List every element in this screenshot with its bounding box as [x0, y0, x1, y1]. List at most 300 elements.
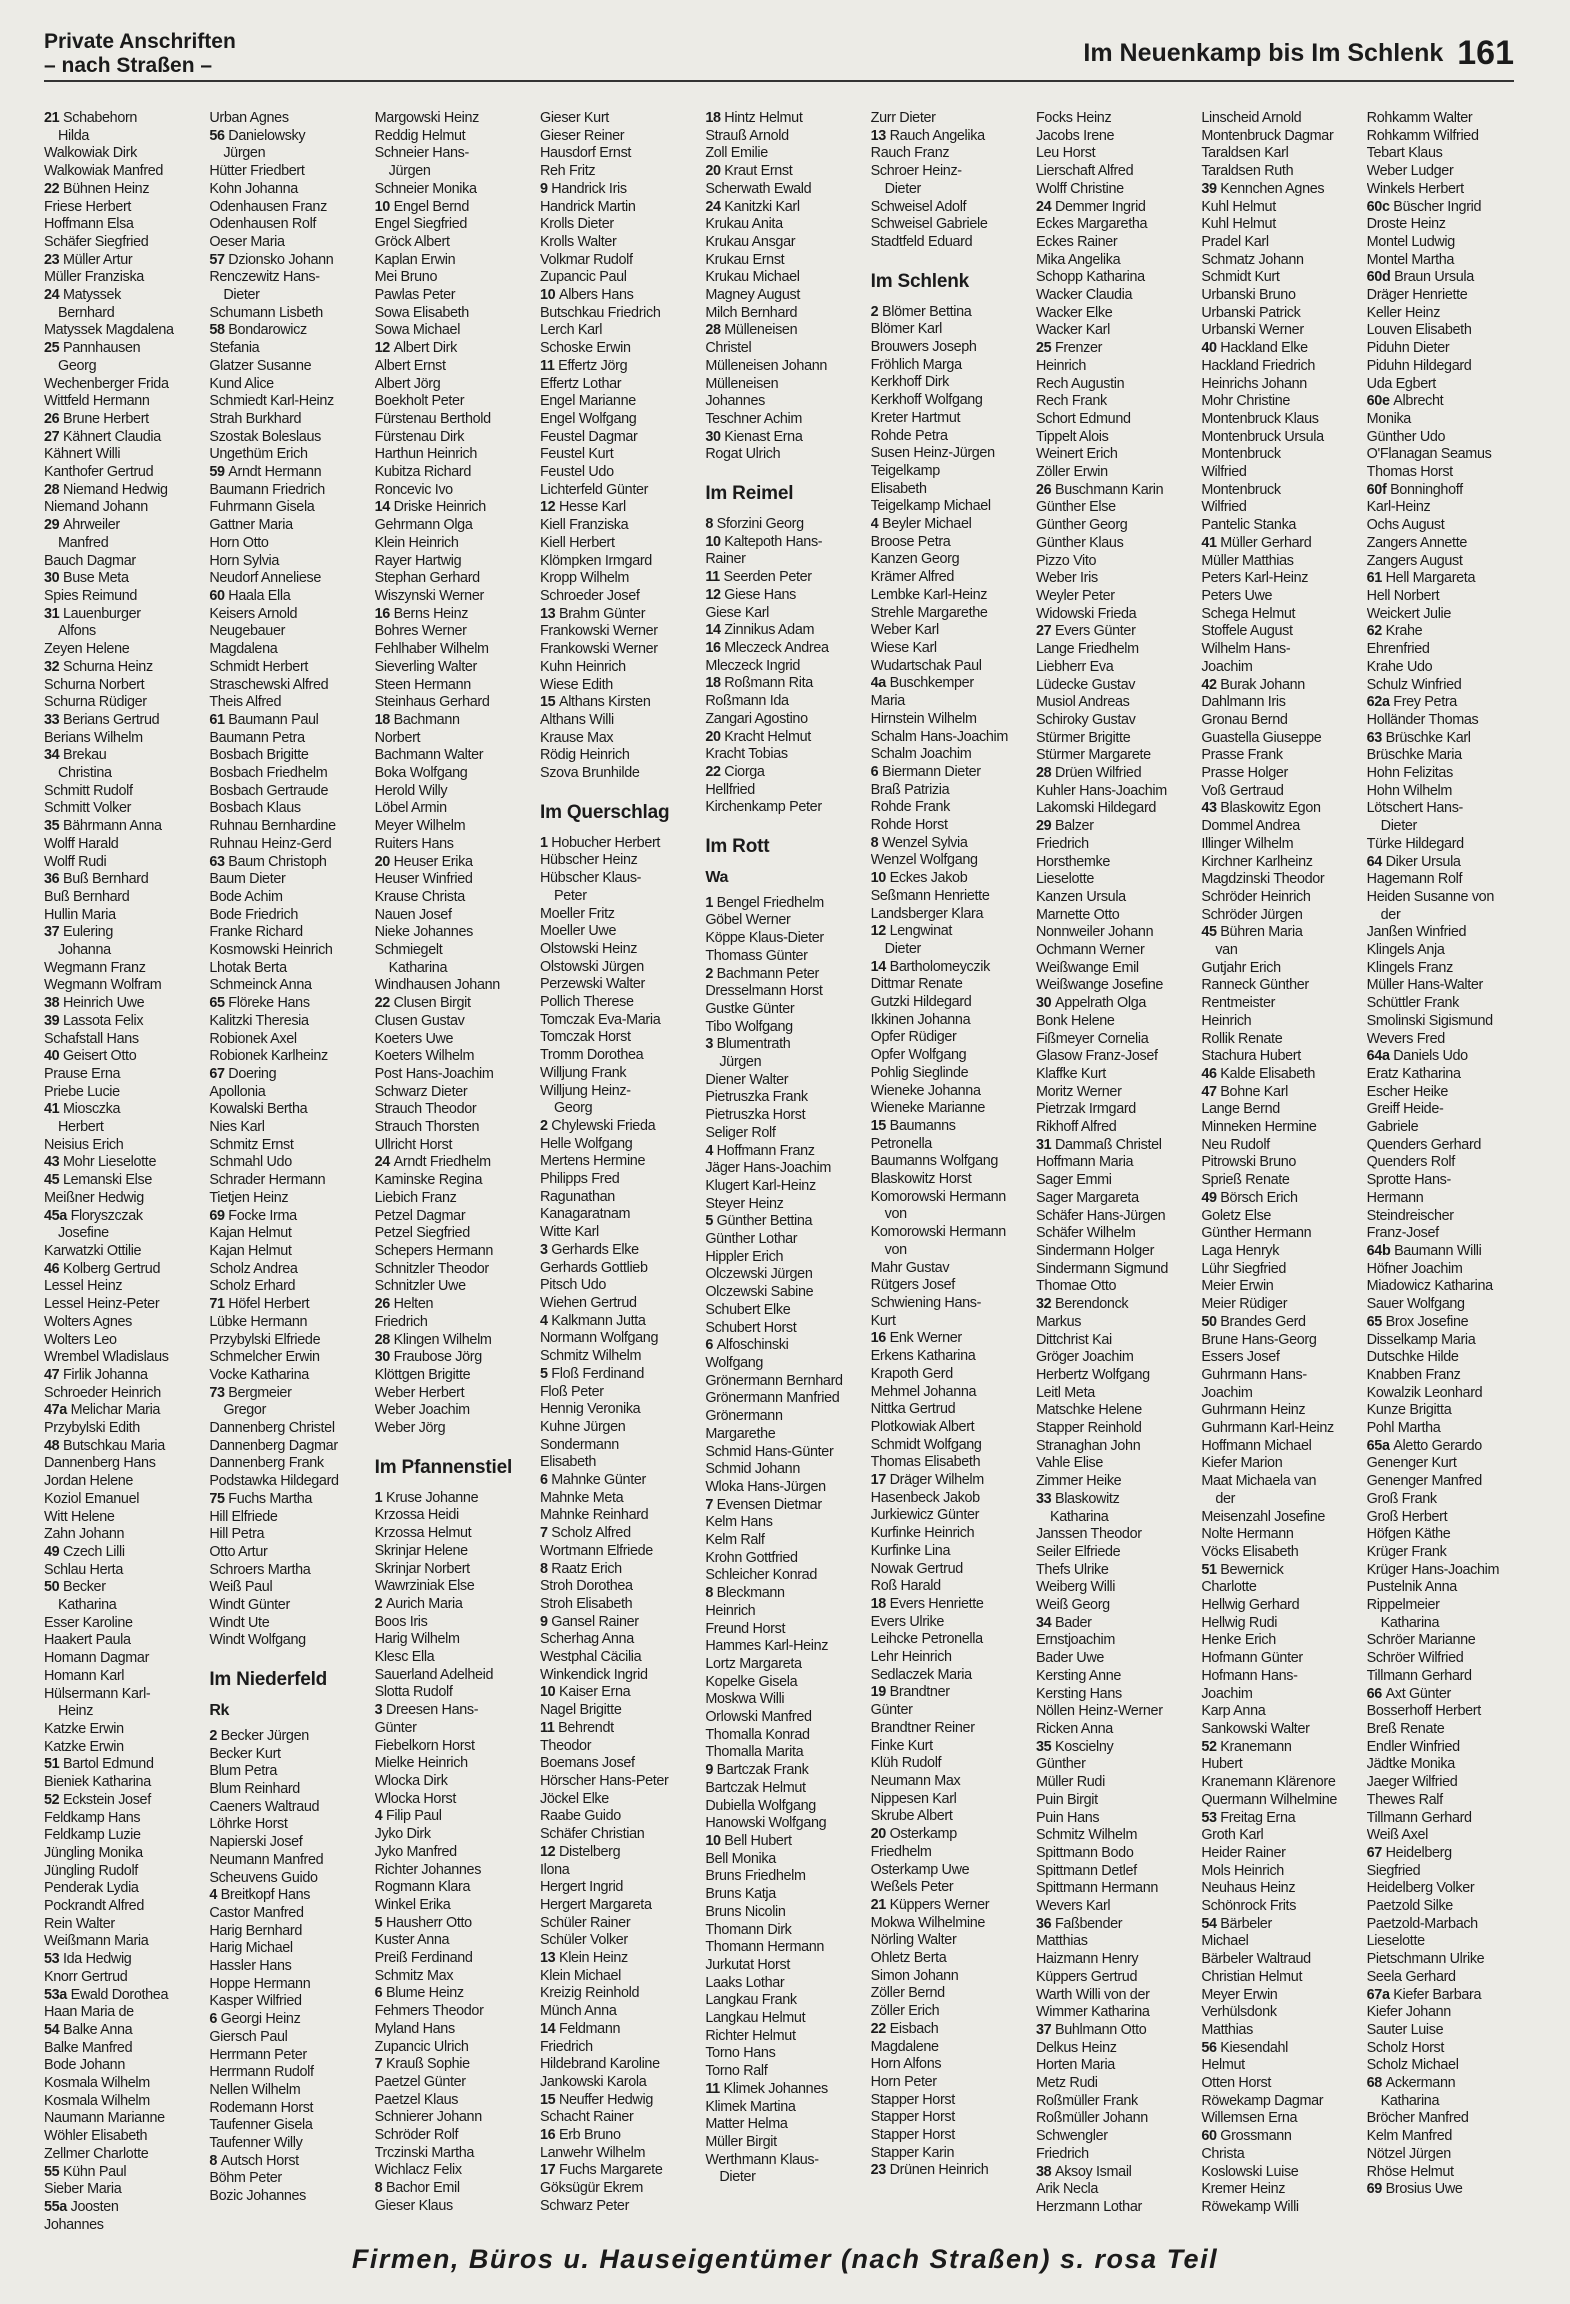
resident-entry: Krolls Walter	[539, 233, 617, 250]
resident-entry: Haakert Paula	[44, 1632, 131, 1649]
resident-entry: Kopelke Gisela	[705, 1673, 798, 1690]
resident-entry: Herzmann Lothar	[1035, 2198, 1142, 2215]
resident-entry: Rentmeister	[1201, 995, 1276, 1012]
resident-entry: Mohr Christine	[1201, 393, 1290, 410]
resident-entry: Ranneck Günther	[1201, 977, 1309, 994]
resident-entry: 35 Koscielny	[1035, 1738, 1114, 1755]
resident-entry: 20 Kracht Helmut	[705, 728, 811, 745]
resident-entry: Schäfer Wilhelm	[1035, 1225, 1136, 1242]
resident-entry: Roß Harald	[870, 1578, 941, 1595]
resident-entry: Althans Willi	[539, 711, 614, 728]
resident-entry: Heinrich	[1035, 357, 1086, 374]
resident-entry: Mleczeck Ingrid	[705, 657, 801, 674]
resident-entry: Schalm Joachim	[870, 746, 972, 763]
resident-entry: Fiebelkorn Horst	[374, 1737, 475, 1754]
resident-entry: Sindermann Sigmund	[1035, 1260, 1169, 1277]
resident-entry: Skrinjar Helene	[374, 1542, 468, 1559]
resident-entry: Weber Iris	[1035, 570, 1098, 587]
resident-entry: Engel Marianne	[539, 393, 636, 410]
resident-entry: Harig Bernhard	[209, 1922, 303, 1939]
resident-entry: Joachim	[1201, 1384, 1253, 1401]
resident-entry: Wieneke Marianne	[870, 1100, 986, 1117]
resident-entry: Komorowski Hermann	[870, 1224, 1006, 1241]
resident-entry: Przybylski Edith	[44, 1420, 140, 1437]
resident-entry: Thomann Hermann	[705, 1939, 825, 1956]
resident-entry: 51 Bewernick	[1201, 1561, 1284, 1578]
resident-entry: Fuhrmann Gisela	[209, 499, 315, 516]
resident-entry: 23 Müller Artur	[44, 251, 133, 268]
page-header	[44, 30, 1514, 82]
resident-entry: Leu Horst	[1035, 145, 1096, 162]
resident-entry: Keisers Arnold	[209, 605, 298, 622]
resident-entry: Günther Else	[1035, 499, 1116, 516]
resident-entry: Naumann Marianne	[44, 2110, 165, 2127]
resident-entry: Bauch Dagmar	[44, 552, 136, 569]
resident-entry: Meyer Wilhelm	[374, 818, 466, 835]
resident-entry: 29 Balzer	[1035, 818, 1094, 835]
resident-entry: 8 Bachor Emil	[374, 2180, 460, 2197]
resident-entry: Ragunathan	[539, 1188, 615, 1205]
resident-entry: Michael	[1201, 1933, 1249, 1950]
resident-entry: 7 Krauß Sophie	[374, 2056, 470, 2073]
resident-entry: Szostak Boleslaus	[209, 428, 321, 445]
resident-entry: 41 Müller Gerhard	[1201, 534, 1312, 551]
resident-entry: Fehlhaber Wilhelm	[374, 641, 489, 658]
resident-entry: Haizmann Henry	[1035, 1951, 1139, 1968]
resident-entry: Schroeder Josef	[539, 587, 640, 604]
resident-entry: Sprotte Hans-	[1366, 1172, 1451, 1189]
directory-column	[209, 110, 364, 2238]
resident-entry: Boemans Josef	[539, 1755, 635, 1772]
resident-entry: Erkens Katharina	[870, 1348, 976, 1365]
resident-entry: Ruhnau Heinz-Gerd	[209, 835, 332, 852]
district-code: Rk	[209, 1702, 230, 1720]
resident-entry: Perzewski Walter	[539, 976, 645, 993]
resident-entry: Rech Augustin	[1035, 375, 1125, 392]
resident-entry: Thefs Ulrike	[1035, 1561, 1109, 1578]
resident-entry: Robionek Karlheinz	[209, 1048, 328, 1065]
resident-entry: Joachim	[1201, 1685, 1253, 1702]
resident-entry: Christel	[705, 340, 752, 357]
resident-entry: 4 Hoffmann Franz	[705, 1142, 815, 1159]
resident-entry: Herold Willy	[374, 782, 448, 799]
resident-entry: Zurr Dieter	[870, 110, 936, 126]
resident-entry: Wloka Hans-Jürgen	[705, 1478, 826, 1495]
resident-entry: 12 Distelberg	[539, 1843, 621, 1860]
resident-entry: 35 Bährmann Anna	[44, 818, 162, 835]
resident-entry: Prause Erna	[44, 1065, 121, 1082]
resident-entry: Kasper Wilfried	[209, 1993, 302, 2010]
directory-column	[1036, 110, 1191, 2238]
resident-entry: Heuser Winfried	[374, 871, 473, 888]
resident-entry: Boos Iris	[374, 1613, 428, 1630]
resident-entry: Olczewski Sabine	[705, 1284, 814, 1301]
resident-entry: Weber Karl	[870, 622, 939, 639]
resident-entry: Dittchrist Kai	[1035, 1331, 1112, 1348]
resident-entry: 33 Blaskowitz	[1035, 1490, 1120, 1507]
resident-entry: Opfer Wolfgang	[870, 1047, 967, 1064]
resident-entry: 60f Bonninghoff	[1366, 481, 1463, 498]
resident-entry: Sedlaczek Maria	[870, 1666, 972, 1683]
resident-entry: Dräger Henriette	[1366, 287, 1468, 304]
resident-entry: Schnierer Johann	[374, 2109, 482, 2126]
resident-entry: 65 Brox Josefine	[1366, 1313, 1469, 1330]
resident-entry: 31 Dammaß Christel	[1035, 1136, 1162, 1153]
resident-entry: Skrube Albert	[870, 1808, 953, 1825]
resident-entry: Krukau Anita	[705, 216, 783, 233]
resident-entry: 56 Danielowsky	[209, 127, 306, 144]
resident-entry: Sowa Michael	[374, 322, 461, 339]
resident-entry: Hermann	[1366, 1189, 1424, 1206]
resident-entry: Stephan Gerhard	[374, 570, 480, 587]
resident-entry: Steindreischer	[1366, 1207, 1454, 1224]
resident-entry: Schoske Erwin	[539, 340, 631, 357]
resident-entry: Heinrich	[1201, 1012, 1252, 1029]
resident-entry: Albert Jörg	[374, 375, 441, 392]
resident-entry: Klein Michael	[539, 1967, 622, 1984]
resident-entry: Kanzen Georg	[870, 551, 960, 568]
resident-entry: Nippesen Karl	[870, 1790, 957, 1807]
resident-entry: Hellwig Rudi	[1201, 1614, 1278, 1631]
resident-entry: Lieselotte	[1035, 871, 1095, 888]
resident-entry: Stapper Horst	[870, 2091, 955, 2108]
resident-entry: Peter	[553, 887, 587, 904]
resident-entry: Gregor	[223, 1402, 267, 1419]
resident-entry: Leitl Meta	[1035, 1384, 1095, 1401]
resident-entry: Bruns Nicolin	[705, 1903, 786, 1920]
resident-entry: Thomalla Konrad	[705, 1726, 810, 1743]
resident-entry: 47a Melichar Maria	[44, 1402, 161, 1419]
resident-entry: 10 Engel Bernd	[374, 198, 469, 215]
resident-entry: Krolls Dieter	[539, 216, 614, 233]
resident-entry: Georg	[553, 1100, 593, 1117]
resident-entry: Simon Johann	[870, 1967, 959, 1984]
resident-entry: Sauer Wolfgang	[1366, 1296, 1465, 1313]
resident-entry: Hammes Karl-Heinz	[705, 1638, 829, 1655]
resident-entry: Guhrmann Heinz	[1201, 1402, 1306, 1419]
resident-entry: Lakomski Hildegard	[1035, 800, 1157, 817]
resident-entry: Mols Heinrich	[1201, 1862, 1284, 1879]
resident-entry: 16 Mleczeck Andrea	[705, 639, 829, 656]
resident-entry: Wiehen Gertrud	[539, 1295, 637, 1311]
resident-entry: 26 Brune Herbert	[44, 410, 149, 427]
resident-entry: Bode Achim	[209, 888, 283, 905]
resident-entry: Schäfer Hans-Jürgen	[1035, 1207, 1166, 1224]
resident-entry: Thomalla Marita	[705, 1744, 804, 1761]
resident-entry: Giersch Paul	[209, 2028, 288, 2045]
resident-entry: Nolte Hermann	[1201, 1526, 1294, 1543]
resident-entry: Groß Herbert	[1366, 1508, 1448, 1525]
resident-entry: 18 Hintz Helmut	[705, 110, 803, 126]
resident-entry: Höfner Joachim	[1366, 1260, 1463, 1277]
resident-entry: 11 Behrendt	[539, 1719, 614, 1736]
resident-entry: Schafstall Hans	[44, 1030, 139, 1047]
resident-entry: Günther Lothar	[705, 1231, 798, 1248]
resident-entry: Kerkhoff Wolfgang	[870, 392, 983, 409]
resident-entry: Schroer Heinz-	[870, 163, 962, 180]
resident-entry: Vahle Elise	[1035, 1455, 1104, 1472]
resident-entry: Langkau Helmut	[705, 2010, 806, 2027]
resident-entry: Hill Elfriede	[209, 1508, 278, 1525]
resident-entry: 20 Heuser Erika	[374, 853, 473, 870]
resident-entry: 1 Kruse Johanne	[374, 1489, 479, 1506]
resident-entry: Kajan Helmut	[209, 1225, 292, 1242]
resident-entry: Neuhaus Heinz	[1201, 1880, 1296, 1897]
resident-entry: Lieselotte	[1366, 1933, 1425, 1950]
resident-entry: Bröcher Manfred	[1366, 2110, 1469, 2127]
resident-entry: Wilfried	[1201, 499, 1247, 516]
resident-entry: Puin Hans	[1035, 1809, 1100, 1826]
resident-entry: Richter Johannes	[374, 1861, 482, 1878]
resident-entry: Zahn Johann	[44, 1526, 125, 1543]
resident-entry: Neugebauer	[209, 623, 286, 640]
resident-entry: Jürgen	[223, 145, 266, 162]
resident-entry: Windt Ute	[209, 1614, 270, 1631]
resident-entry: Horsthemke	[1035, 853, 1111, 870]
resident-entry: 43 Mohr Lieselotte	[44, 1154, 157, 1171]
resident-entry: Schort Edmund	[1035, 410, 1131, 427]
resident-entry: Lessel Heinz-Peter	[44, 1296, 160, 1313]
resident-entry: 50 Becker	[44, 1579, 106, 1596]
resident-entry: Müller Matthias	[1201, 552, 1294, 569]
resident-entry: Bärbeler Waltraud	[1201, 1951, 1311, 1968]
resident-entry: Franz-Josef	[1366, 1225, 1439, 1242]
resident-entry: Guhrmann Karl-Heinz	[1201, 1420, 1334, 1437]
resident-entry: Horn Alfons	[870, 2056, 942, 2073]
resident-entry: Nöllen Heinz-Werner	[1035, 1703, 1163, 1720]
resident-entry: 10 Kaltepoth Hans-	[705, 533, 823, 550]
resident-entry: 42 Burak Johann	[1201, 676, 1305, 693]
resident-entry: Ilona	[539, 1861, 570, 1878]
resident-entry: Ruhnau Bernhardine	[209, 818, 336, 835]
resident-entry: Schüler Volker	[539, 1932, 628, 1949]
directory-column	[1201, 110, 1356, 2238]
resident-entry: Wiszynski Werner	[374, 587, 484, 604]
resident-entry: O'Flanagan Seamus	[1366, 446, 1492, 463]
resident-entry: Diener Walter	[705, 1071, 789, 1088]
resident-entry: Nieke Johannes	[374, 924, 473, 941]
resident-entry: Breß Renate	[1366, 1720, 1445, 1737]
resident-entry: Preiß Ferdinand	[374, 1950, 473, 1967]
resident-entry: Dresselmann Horst	[705, 983, 823, 1000]
resident-entry: Tippelt Alois	[1035, 428, 1109, 445]
resident-entry: Pietruszka Horst	[705, 1107, 806, 1124]
resident-entry: Kajan Helmut	[209, 1243, 292, 1259]
resident-entry: Leihcke Petronella	[870, 1631, 983, 1648]
resident-entry: Wegmann Franz	[44, 959, 146, 976]
resident-entry: Pawlas Peter	[374, 287, 456, 304]
resident-entry: Fürstenau Dirk	[374, 428, 465, 445]
resident-entry: Esser Karoline	[44, 1614, 133, 1631]
resident-entry: Prasse Frank	[1201, 747, 1283, 764]
resident-entry: Wieneke Johanna	[870, 1082, 981, 1099]
resident-entry: Straschewski Alfred	[209, 676, 329, 693]
resident-entry: 64 Diker Ursula	[1366, 853, 1461, 870]
resident-entry: Giese Karl	[705, 604, 770, 621]
resident-entry: Heider Rainer	[1201, 1844, 1286, 1861]
resident-entry: Seiler Elfriede	[1035, 1543, 1121, 1560]
resident-entry: Peters Uwe	[1201, 587, 1273, 604]
resident-entry: Gustke Günter	[705, 1000, 795, 1017]
resident-entry: Friedrich	[1035, 2145, 1089, 2162]
resident-entry: Dieter	[223, 287, 260, 304]
resident-entry: 61 Baumann Paul	[209, 711, 319, 728]
resident-entry: Günther Klaus	[1035, 534, 1124, 551]
resident-entry: Hanowski Wolfgang	[705, 1815, 827, 1832]
resident-entry: 17 Fuchs Margarete	[539, 2162, 663, 2179]
resident-entry: Harig Michael	[209, 1940, 293, 1957]
resident-entry: Hergert Ingrid	[539, 1879, 624, 1896]
resident-entry: 15 Althans Kirsten	[539, 694, 651, 711]
resident-entry: Schwiening Hans-	[870, 1295, 982, 1311]
resident-entry: Koeters Uwe	[374, 1030, 454, 1047]
resident-entry: Höfgen Käthe	[1366, 1526, 1451, 1543]
resident-entry: Krapoth Gerd	[870, 1365, 953, 1382]
resident-entry: Brüschke Maria	[1366, 747, 1462, 764]
resident-entry: Karp Anna	[1201, 1703, 1266, 1720]
resident-entry: Klingels Anja	[1366, 942, 1445, 959]
resident-entry: 6 Georgi Heinz	[209, 2011, 301, 2028]
resident-entry: Bartczak Helmut	[705, 1779, 806, 1796]
resident-entry: Katharina	[1049, 1508, 1109, 1525]
resident-entry: 65 Flöreke Hans	[209, 995, 310, 1012]
resident-entry: Bonk Helene	[1035, 1012, 1115, 1029]
resident-entry: 49 Börsch Erich	[1201, 1189, 1298, 1206]
resident-entry: 31 Lauenburger	[44, 605, 141, 622]
resident-entry: Schnitzler Uwe	[374, 1278, 466, 1295]
resident-entry: 14 Zinnikus Adam	[705, 622, 815, 639]
resident-entry: Finke Kurt	[870, 1737, 933, 1754]
resident-entry: Schepers Hermann	[374, 1243, 494, 1259]
resident-entry: Krüger Frank	[1366, 1543, 1447, 1560]
resident-entry: Rohkamm Wilfried	[1366, 127, 1479, 144]
directory-column	[44, 110, 199, 2238]
resident-entry: Bode Johann	[44, 2057, 125, 2074]
section-title-line1: Private Anschriften	[44, 30, 236, 53]
resident-entry: Rodemann Horst	[209, 2099, 314, 2116]
resident-entry: Hilda	[58, 127, 90, 144]
resident-entry: Effertz Lothar	[539, 375, 622, 392]
resident-entry: Weber Ludger	[1366, 163, 1454, 180]
resident-entry: Koziol Emanuel	[44, 1490, 140, 1507]
resident-entry: Siegfried	[1366, 1862, 1421, 1879]
resident-entry: Koeters Wilhelm	[374, 1048, 475, 1065]
resident-entry: Kiefer Johann	[1366, 2004, 1451, 2021]
resident-entry: Urbanski Patrick	[1201, 304, 1301, 321]
resident-entry: Jordan Helene	[44, 1473, 134, 1490]
resident-entry: Lüdecke Gustav	[1035, 676, 1136, 693]
resident-entry: Olstowski Heinz	[539, 940, 638, 957]
resident-entry: Zöller Erwin	[1035, 464, 1108, 481]
resident-entry: Katzke Erwin	[44, 1738, 124, 1755]
resident-entry: Neudorf Anneliese	[209, 570, 321, 587]
resident-entry: Zangers August	[1366, 552, 1463, 569]
resident-entry: Mülleneisen	[705, 375, 779, 392]
resident-entry: Schurna Norbert	[44, 676, 145, 693]
resident-entry: Scholz Erhard	[209, 1278, 296, 1295]
resident-entry: Wimmer Katharina	[1035, 2004, 1150, 2021]
resident-entry: Walkowiak Manfred	[44, 163, 164, 180]
resident-entry: 61 Hell Margareta	[1366, 570, 1476, 587]
resident-entry: Nonnweiler Johann	[1035, 924, 1154, 941]
resident-entry: Mokwa Wilhelmine	[870, 1914, 986, 1931]
resident-entry: Bieniek Katharina	[44, 1774, 151, 1791]
resident-entry: Schmatz Johann	[1201, 251, 1304, 268]
resident-entry: Roßmüller Johann	[1035, 2110, 1148, 2127]
resident-entry: Heinrich	[705, 1602, 756, 1619]
resident-entry: Zupancic Ulrich	[374, 2038, 469, 2055]
resident-entry: Bosbach Klaus	[209, 800, 301, 817]
resident-entry: Renczewitz Hans-	[209, 269, 320, 286]
resident-entry: 53 Freitag Erna	[1201, 1809, 1296, 1826]
resident-entry: Schröder Rolf	[374, 2127, 459, 2144]
resident-entry: 33 Berians Gertrud	[44, 711, 160, 728]
resident-entry: Milch Bernhard	[705, 304, 798, 321]
resident-entry: Krause Christa	[374, 888, 465, 905]
resident-entry: Lange Bernd	[1201, 1101, 1280, 1118]
resident-entry: 29 Ahrweiler	[44, 517, 120, 534]
resident-entry: Schumann Lisbeth	[209, 304, 323, 321]
resident-entry: Pohlig Sieglinde	[870, 1064, 969, 1081]
resident-entry: Gutjahr Erich	[1201, 959, 1281, 976]
resident-entry: Butschkau Friedrich	[539, 304, 661, 321]
resident-entry: Richter Helmut	[705, 2027, 796, 2044]
resident-entry: Taufenner Gisela	[209, 2117, 313, 2134]
resident-entry: Rainer	[705, 551, 746, 568]
resident-entry: Heinrichs Johann	[1201, 375, 1307, 392]
resident-entry: Bozic Johannes	[209, 2188, 307, 2205]
resident-entry: Marnette Otto	[1035, 906, 1120, 923]
resident-entry: Fißmeyer Cornelia	[1035, 1030, 1149, 1047]
resident-entry: von	[884, 1206, 907, 1223]
resident-entry: Klingels Franz	[1366, 959, 1453, 976]
resident-entry: Montenbruck Dagmar	[1201, 127, 1334, 144]
resident-entry: Jäger Hans-Joachim	[705, 1160, 831, 1177]
resident-entry: Walkowiak Dirk	[44, 145, 137, 162]
resident-entry: Tomczak Horst	[539, 1029, 631, 1046]
resident-entry: Schwarz Dieter	[374, 1083, 468, 1100]
resident-entry: 2 Bachmann Peter	[705, 965, 819, 982]
resident-entry: Horn Sylvia	[209, 552, 280, 569]
resident-entry: Caeners Waltraud	[209, 1798, 320, 1815]
resident-entry: Roßmann Ida	[705, 693, 789, 710]
resident-entry: Minneken Hermine	[1201, 1119, 1317, 1136]
resident-entry: Kirchenkamp Peter	[705, 799, 822, 816]
resident-entry: Rogmann Klara	[374, 1879, 471, 1896]
resident-entry: Vocke Katharina	[209, 1366, 309, 1383]
resident-entry: Wichlacz Felix	[374, 2162, 462, 2179]
resident-entry: 69 Focke Irma	[209, 1207, 297, 1224]
resident-entry: Kaminske Regina	[374, 1172, 483, 1189]
resident-entry: Holländer Thomas	[1366, 711, 1479, 728]
resident-entry: Schweisel Adolf	[870, 198, 967, 215]
resident-entry: 57 Dzionsko Johann	[209, 251, 334, 268]
resident-entry: Weber Herbert	[374, 1384, 465, 1401]
resident-entry: Goletz Else	[1201, 1207, 1272, 1224]
resident-entry: 13 Brahm Günter	[539, 605, 646, 622]
resident-entry: Roncevic Ivo	[374, 481, 453, 498]
resident-entry: Haan Maria de	[44, 2004, 134, 2021]
resident-entry: Kremer Heinz	[1201, 2181, 1286, 2198]
resident-entry: Jüngling Monika	[44, 1844, 143, 1861]
resident-entry: Brouwers Joseph	[870, 339, 977, 356]
resident-entry: Liebherr Eva	[1035, 658, 1114, 675]
resident-entry: Wiese Karl	[870, 639, 937, 656]
resident-entry: Ikkinen Johanna	[870, 1011, 971, 1028]
resident-entry: Homann Dagmar	[44, 1650, 150, 1667]
resident-entry: 14 Feldmann	[539, 2020, 621, 2037]
resident-entry: Pitrowski Bruno	[1201, 1154, 1297, 1171]
